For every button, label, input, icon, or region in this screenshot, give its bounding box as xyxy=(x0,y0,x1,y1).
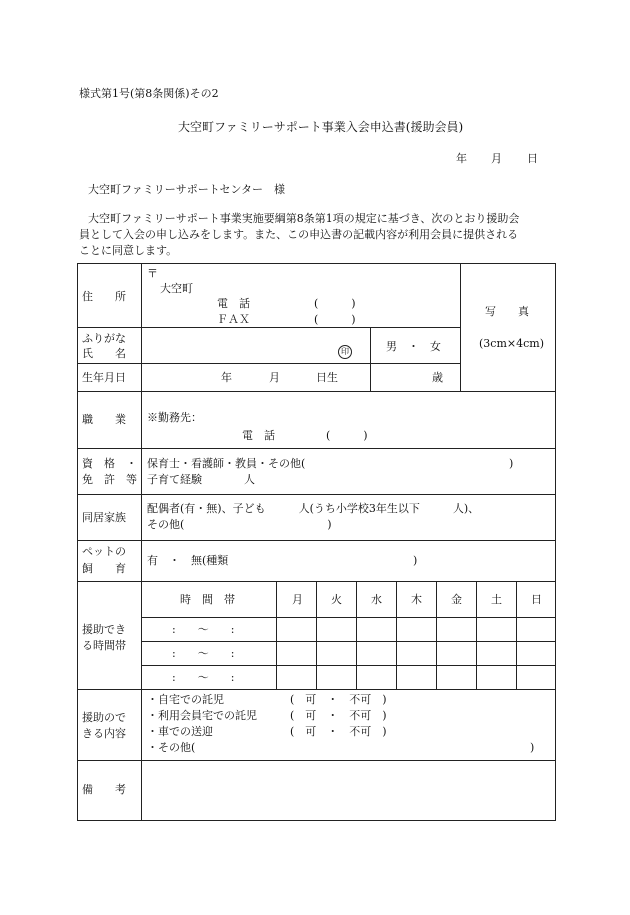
name-input[interactable] xyxy=(142,328,370,363)
household-line-2[interactable]: その他( ) xyxy=(147,518,332,531)
help-item-member-home-care-options[interactable]: ( 可 ・ 不可 ) xyxy=(290,709,387,722)
day-wed: 水 xyxy=(371,593,382,606)
pets-options[interactable]: 有 ・ 無(種類 xyxy=(147,554,229,567)
availability-label-1: 援助でき xyxy=(82,623,126,636)
household-label: 同居家族 xyxy=(82,511,126,524)
occupation-label: 職 業 xyxy=(82,413,126,426)
intro-line-3: ことに同意します。 xyxy=(79,244,178,257)
day-sat: 土 xyxy=(491,593,502,606)
day-mon: 月 xyxy=(292,593,303,606)
birth-year: 年 xyxy=(221,371,232,384)
help-item-transport: ・車での送迎 xyxy=(147,725,213,738)
time-slot-row[interactable]: : 〜 : xyxy=(172,647,235,660)
day-sun: 日 xyxy=(531,593,542,606)
time-slot-row[interactable]: : 〜 : xyxy=(172,671,235,684)
workplace-phone-label: 電 話 xyxy=(242,429,275,442)
help-item-transport-options[interactable]: ( 可 ・ 不可 ) xyxy=(290,725,387,738)
seal-mark: 印 xyxy=(338,345,352,359)
photo-size: (3cm×4cm) xyxy=(479,337,544,350)
day-fri: 金 xyxy=(451,593,462,606)
pets-close: ) xyxy=(413,554,418,567)
remarks-input[interactable] xyxy=(142,761,555,820)
occupation-input[interactable] xyxy=(142,392,555,448)
household-line-1[interactable]: 配偶者(有・無)、子ども 人(うち小学校3年生以下 人)、 xyxy=(147,502,480,515)
time-slot-row[interactable]: : 〜 : xyxy=(172,623,235,636)
qualification-options[interactable]: 保育士・看護師・教員・その他( xyxy=(147,457,306,470)
time-slot-header: 時 間 帯 xyxy=(180,593,235,606)
date-year: 年 xyxy=(456,152,467,165)
address-label: 住 所 xyxy=(82,290,126,303)
birth-month: 月 xyxy=(269,371,280,384)
qualification-close: ) xyxy=(509,457,514,470)
help-item-member-home-care: ・利用会員宅での託児 xyxy=(147,709,257,722)
help-item-other-close: ) xyxy=(530,741,535,754)
name-label: 氏 名 xyxy=(82,347,126,360)
date-month: 月 xyxy=(491,152,502,165)
photo-label: 写 真 xyxy=(485,305,529,318)
intro-line-1: 大空町ファミリーサポート事業実施要綱第8条第1項の規定に基づき、次のとおり援助会 xyxy=(88,212,520,225)
workplace-phone-paren: ( ) xyxy=(326,429,368,442)
address-fax-label: ＦＡＸ xyxy=(217,313,250,326)
parenting-experience-unit: 人 xyxy=(244,473,255,486)
remarks-label: 備 考 xyxy=(82,783,126,796)
pets-label-2: 飼 育 xyxy=(82,562,126,575)
workplace-label: ※勤務先： xyxy=(147,411,202,424)
day-tue: 火 xyxy=(331,593,342,606)
availability-label-2: る時間帯 xyxy=(82,639,126,652)
furigana-label: ふりがな xyxy=(82,332,126,345)
qualification-label-2: 免 許 等 xyxy=(82,473,137,486)
day-thu: 木 xyxy=(411,593,422,606)
gender-options[interactable]: 男 ・ 女 xyxy=(386,340,441,353)
pets-label-1: ペットの xyxy=(82,545,126,558)
postal-mark: 〒 xyxy=(147,267,158,280)
date-day: 日 xyxy=(527,152,538,165)
help-item-home-care: ・自宅での託児 xyxy=(147,693,224,706)
address-phone-label: 電 話 xyxy=(217,297,250,310)
qualification-label-1: 資 格 ・ xyxy=(82,457,137,470)
help-item-other[interactable]: ・その他( xyxy=(147,741,196,754)
birth-day: 日生 xyxy=(316,371,338,384)
address-fax-paren: ( ) xyxy=(314,313,356,326)
address-phone-paren: ( ) xyxy=(314,297,356,310)
help-label-2: きる内容 xyxy=(82,727,126,740)
help-label-1: 援助ので xyxy=(82,711,126,724)
help-item-home-care-options[interactable]: ( 可 ・ 不可 ) xyxy=(290,693,387,706)
addressee: 大空町ファミリーサポートセンター 様 xyxy=(88,183,286,196)
birthdate-input[interactable] xyxy=(142,364,370,391)
birthdate-label: 生年月日 xyxy=(82,371,126,384)
address-input[interactable] xyxy=(142,264,460,327)
address-town: 大空町 xyxy=(160,282,193,295)
parenting-experience-label: 子育て経験 xyxy=(147,473,202,486)
form-number: 様式第1号(第8条関係)その2 xyxy=(79,87,219,100)
intro-line-2: 員として入会の申し込みをします。また、この申込書の記載内容が利用会員に提供される xyxy=(79,228,519,241)
age-unit: 歳 xyxy=(432,371,443,384)
page-title: 大空町ファミリーサポート事業入会申込書(援助会員) xyxy=(178,120,464,134)
